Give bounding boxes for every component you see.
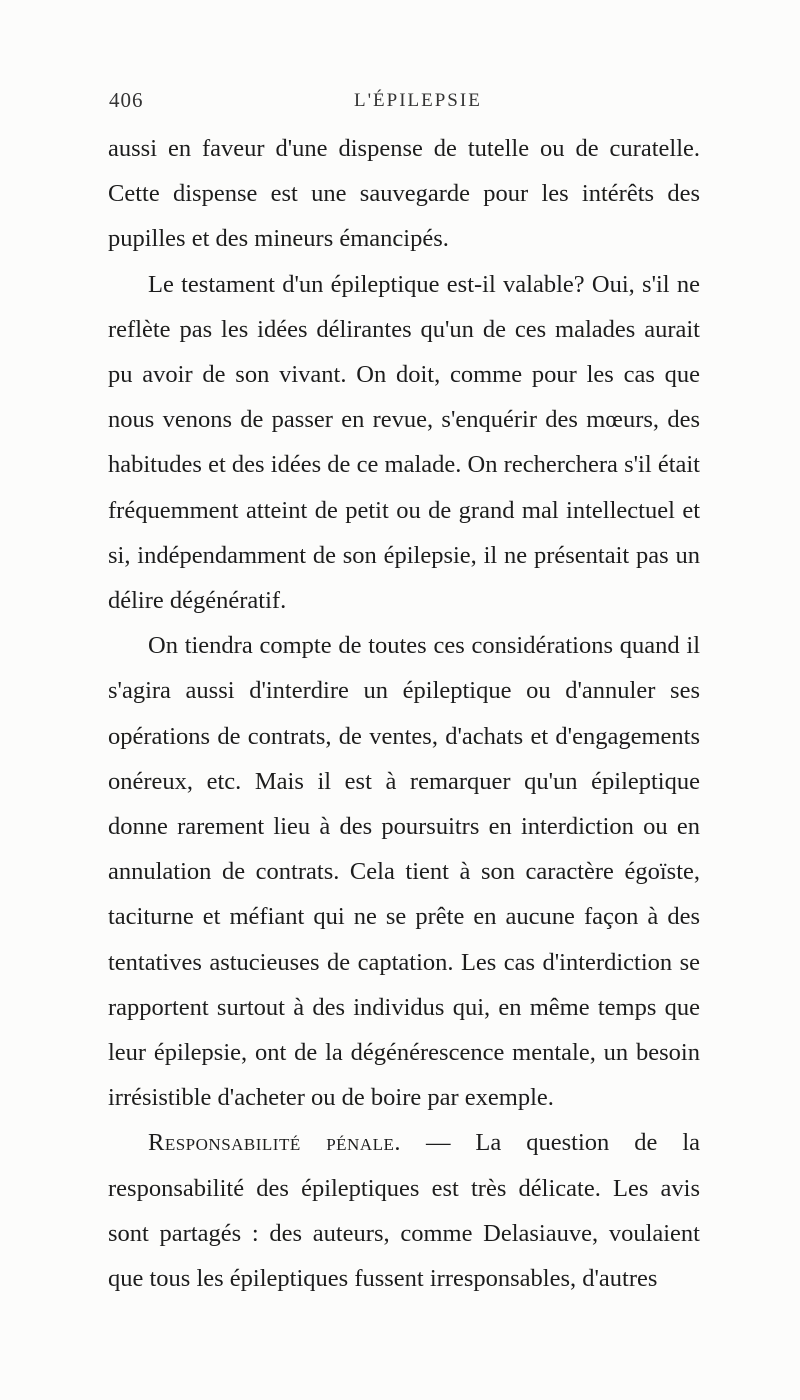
paragraph-interdiction: On tiendra compte de toutes ces considérations quand il s'agira aussi d'interdire un épileptique ou d'annuler ses opérations de contrats, de ventes, d'achats et d'engagements onéreux, etc. Mais il est à remarquer qu'un épileptique donne rarement lieu à des poursuitrs en interdiction ou en annulation de contrats. Cela tient à son caractère égoïste, taciturne et méfiant qui ne se prête en aucune façon à des tentatives astucieuses de captation. Les cas d'interdiction se rapportent surtout à des individus qui, en même temps que leur épilepsie, ont de la dégénérescence mentale, un besoin irrésistible d'acheter ou de boire par exemple. [108,632,700,1112]
section-heading: Responsabilité pénale. [148,1129,401,1157]
running-title: L'ÉPILEPSIE [354,90,482,111]
body-text [108,126,700,1301]
paragraph-responsabilite [108,1120,700,1301]
paragraph-testament: Le testament d'un épileptique est-il valable? Oui, s'il ne reflète pas les idées délirantes qu'un de ces malades aurait pu avoir de son vivant. On doit, comme pour les cas que nous venons de passer en revue, s'enquérir des mœurs, des habitudes et des idées de ce malade. On recherchera s'il était fréquemment atteint de petit ou de grand mal intellectuel et si, indépendamment de son épilepsie, il ne présentait pas un délire dégénératif. [108,270,700,615]
paragraph-continuation: aussi en faveur d'une dispense de tutelle ou de curatelle. Cette dispense est une sauvegarde pour les intérêts des pupilles et des mineurs émancipés. [108,135,700,253]
section-text: — La question de la responsabilité des épileptiques est très délicate. Les avis sont partagés : des auteurs, comme Delasiauve, voulaient que tous les épileptiques fussent irresponsables, d'autres [108,1129,700,1293]
page-number: 406 [109,88,144,112]
